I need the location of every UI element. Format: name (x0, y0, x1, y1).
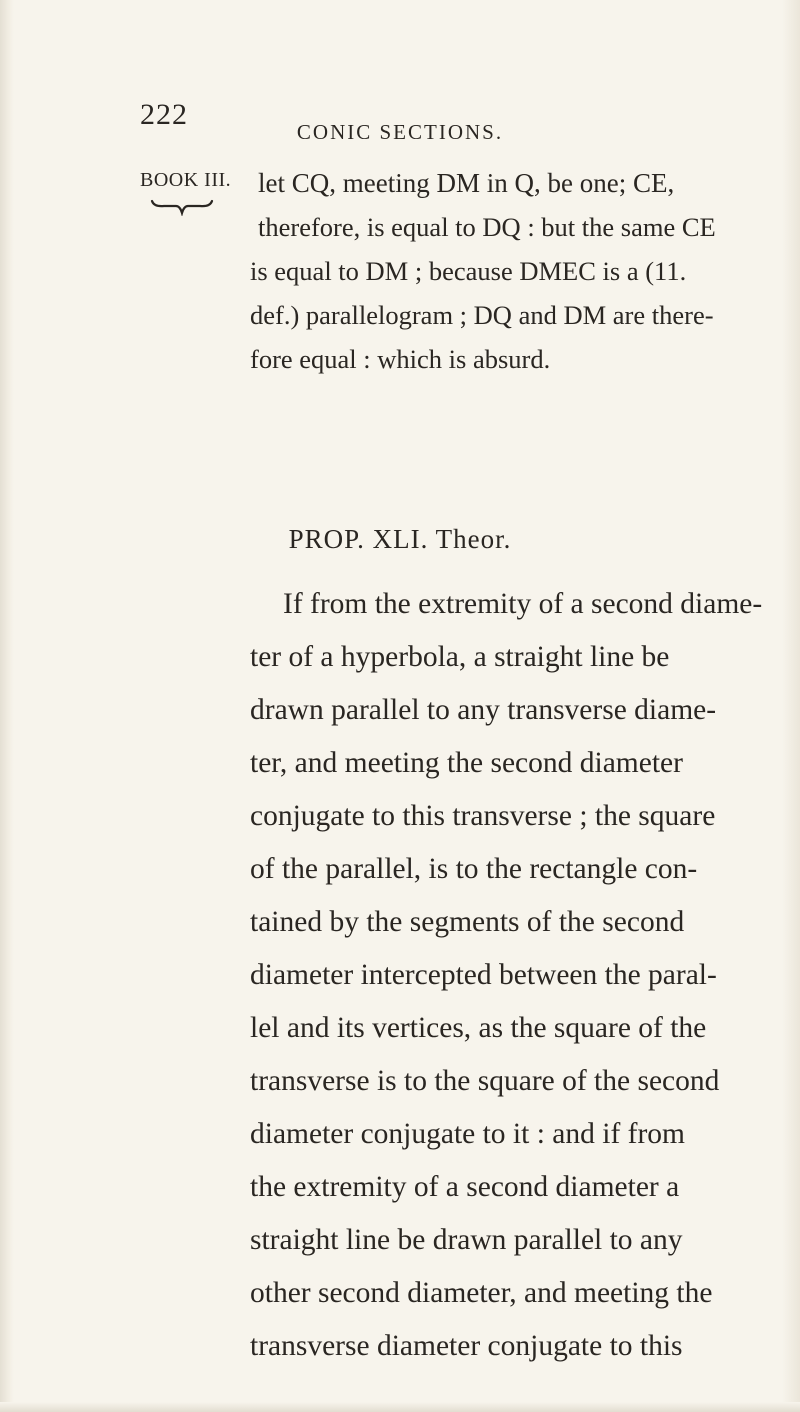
page-number: 222 (140, 98, 188, 131)
page-gutter-shadow (0, 0, 14, 1412)
theorem-line: drawn parallel to any transverse diame- (250, 694, 717, 726)
theorem-line: the extremity of a second diameter a (250, 1171, 680, 1203)
intro-line: fore equal : which is absurd. (250, 344, 551, 374)
theorem-line: other second diameter, and meeting the (250, 1277, 713, 1309)
theorem-line: ter of a hyperbola, a straight line be (250, 641, 670, 673)
theorem-line: tained by the segments of the second (250, 906, 685, 938)
theorem-line: If from the extremity of a second diame- (283, 588, 763, 620)
running-title: CONIC SECTIONS. (296, 120, 504, 144)
theorem-line: straight line be drawn parallel to any (250, 1224, 683, 1256)
theorem-line: transverse diameter conjugate to this (250, 1330, 683, 1362)
intro-line: let CQ, meeting DM in Q, be one; CE, (258, 168, 675, 198)
intro-line: is equal to DM ; because DMEC is a (11. (250, 256, 687, 286)
theorem-line: of the parallel, is to the rectangle con- (250, 853, 698, 885)
theorem-line: conjugate to this transverse ; the square (250, 800, 716, 832)
margin-brace-icon (150, 198, 214, 216)
theorem-line: diameter conjugate to it : and if from (250, 1118, 685, 1150)
theorem-line: transverse is to the square of the second (250, 1065, 720, 1097)
margin-book-label: BOOK III. (140, 169, 232, 191)
page-edge-shadow (782, 0, 800, 1412)
intro-line: therefore, is equal to DQ : but the same CE (258, 212, 716, 242)
proposition-title: PROP. XLI. Theor. (288, 524, 512, 554)
page-bottom-shadow (0, 1402, 800, 1412)
theorem-line: ter, and meeting the second diameter (250, 747, 683, 779)
theorem-line: diameter intercepted between the paral- (250, 959, 717, 991)
intro-line: def.) parallelogram ; DQ and DM are there- (250, 300, 714, 330)
theorem-line: lel and its vertices, as the square of the (250, 1012, 707, 1044)
